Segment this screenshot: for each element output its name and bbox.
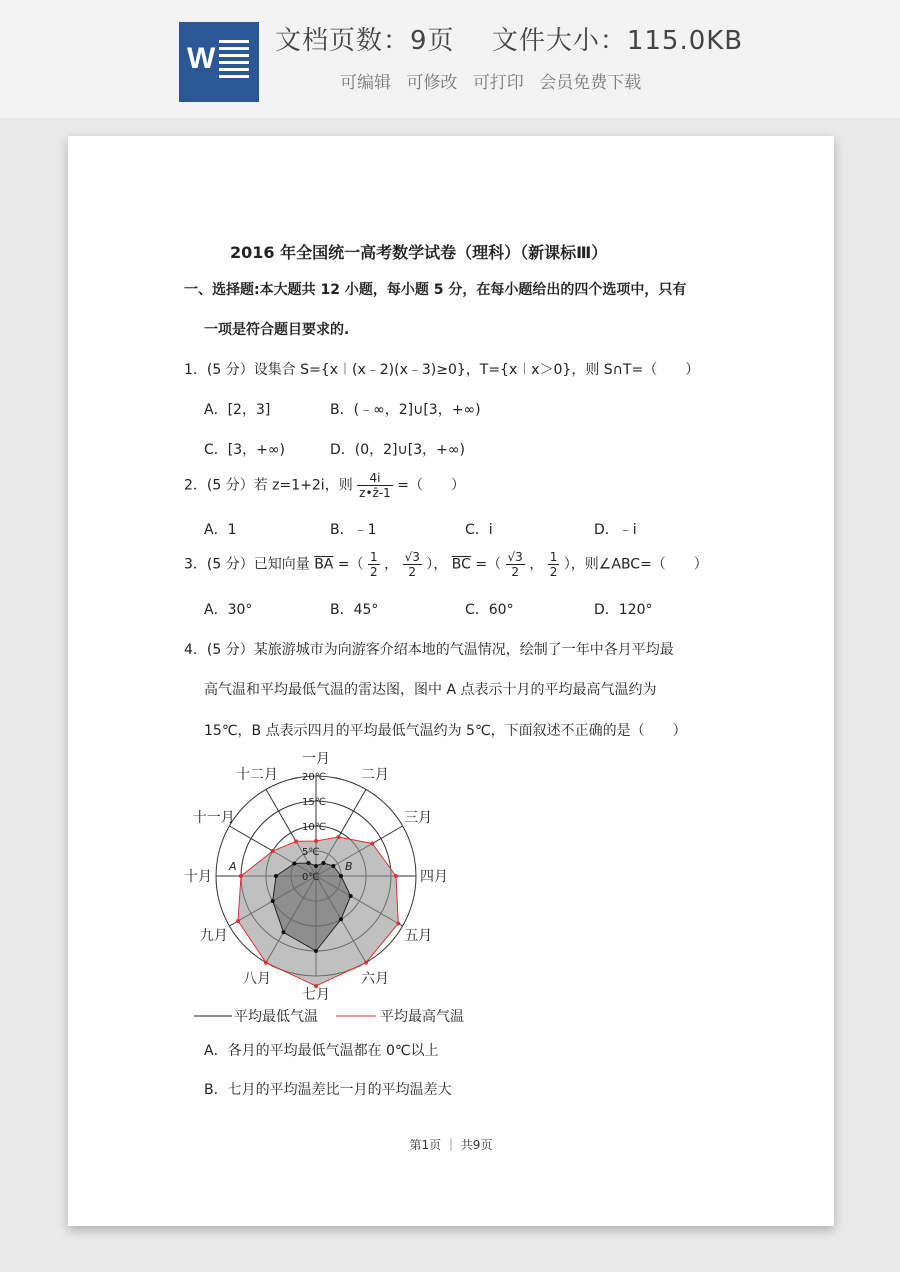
min-point-4 bbox=[349, 894, 353, 898]
q3-paren2: =（ bbox=[475, 556, 502, 573]
min-point-8 bbox=[271, 899, 275, 903]
section-heading-line2: 一项是符合题目要求的. bbox=[204, 322, 350, 338]
q2-option-b: B．﹣1 bbox=[330, 522, 377, 538]
q2-prefix: 2．(5 分）若 z=1+2i，则 bbox=[184, 477, 353, 494]
q1-option-b: B．(﹣∞，2]∪[3，+∞) bbox=[330, 402, 481, 418]
page-count: 文档页数：9页 bbox=[275, 26, 455, 56]
month-label-11: 十二月 bbox=[236, 766, 278, 783]
q3-prefix: 3．(5 分）已知向量 bbox=[184, 556, 310, 573]
frac1-den: 2 bbox=[370, 565, 378, 579]
month-label-10: 十一月 bbox=[192, 810, 235, 826]
frac2-num: √3 bbox=[404, 550, 420, 564]
month-label-8: 九月 bbox=[199, 928, 228, 944]
month-label-2: 三月 bbox=[404, 810, 433, 826]
q3-frac2 bbox=[403, 550, 422, 579]
legend-label-min: 平均最低气温 bbox=[234, 1009, 318, 1025]
max-point-8 bbox=[236, 919, 240, 923]
q4-line2: 高气温和平均最低气温的雷达图，图中 A 点表示十月的平均最高气温约为 bbox=[204, 682, 657, 698]
q2-frac-den: z•z̄-1 bbox=[359, 486, 391, 500]
max-point-11 bbox=[294, 839, 298, 843]
q2-fraction bbox=[357, 471, 393, 500]
feature-modifiable: 可修改 bbox=[406, 73, 458, 93]
ring-label-4: 20℃ bbox=[302, 772, 326, 783]
page-footer: 第1页 ｜ 共9页 bbox=[409, 1138, 493, 1152]
vector-bc: $\overline{BC}$ bbox=[451, 556, 471, 573]
q2-option-c: C．i bbox=[465, 522, 493, 538]
frac3-num: √3 bbox=[507, 550, 523, 564]
ring-label-2: 10℃ bbox=[302, 822, 326, 833]
ring-label-0: 0℃ bbox=[302, 872, 320, 883]
q1-stem: 1．(5 分）设集合 S={x︱(x﹣2)(x﹣3)≥0}，T={x︱x＞0}，则 S∩T=（ ） bbox=[184, 362, 700, 378]
q4-line1: 4．(5 分）某旅游城市为向游客介绍本地的气温情况，绘制了一年中各月平均最 bbox=[184, 642, 674, 658]
month-label-0: 一月 bbox=[302, 752, 330, 767]
frac4-num: 1 bbox=[549, 550, 558, 564]
q3-option-b: B．45° bbox=[330, 602, 379, 618]
max-point-2 bbox=[370, 842, 374, 846]
q3-close2: ），则∠ABC=（ ） bbox=[563, 556, 708, 573]
feature-printable: 可打印 bbox=[472, 73, 524, 93]
max-point-10 bbox=[271, 849, 275, 853]
download-banner bbox=[0, 0, 900, 118]
section-heading-line1: 一、选择题:本大题共 12 小题，每小题 5 分，在每小题给出的四个选项中，只有 bbox=[184, 282, 687, 298]
ring-label-1: 5℃ bbox=[302, 847, 320, 858]
logo-letter: W bbox=[187, 42, 216, 75]
month-label-4: 五月 bbox=[404, 928, 433, 944]
q3-option-d: D．120° bbox=[594, 602, 653, 618]
q4-option-a: A．各月的平均最低气温都在 0℃以上 bbox=[204, 1043, 439, 1059]
min-point-3 bbox=[339, 874, 343, 878]
max-point-4 bbox=[396, 922, 400, 926]
q3-frac4 bbox=[548, 550, 560, 579]
max-point-5 bbox=[364, 961, 368, 965]
month-label-5: 六月 bbox=[361, 971, 389, 988]
q3-paren: =（ bbox=[337, 556, 364, 573]
min-point-9 bbox=[274, 874, 278, 878]
doc-info bbox=[275, 20, 771, 57]
file-size: 文件大小：115.0KB bbox=[491, 26, 744, 56]
q3-option-c: C．60° bbox=[465, 602, 514, 618]
q2-stem bbox=[184, 471, 465, 500]
legend-label-max: 平均最高气温 bbox=[380, 1009, 464, 1025]
q3-sep1: ， bbox=[384, 556, 399, 573]
min-point-5 bbox=[339, 917, 343, 921]
month-label-7: 八月 bbox=[243, 971, 271, 988]
q1-option-d: D．(0，2]∪[3，+∞) bbox=[330, 442, 465, 458]
q2-suffix: =（ ） bbox=[397, 477, 465, 494]
max-point-1 bbox=[337, 835, 341, 839]
min-point-10 bbox=[292, 862, 296, 866]
max-point-9 bbox=[239, 874, 243, 878]
frac4-den: 2 bbox=[549, 565, 558, 579]
min-point-6 bbox=[314, 949, 318, 953]
q3-close1: ）， bbox=[426, 556, 448, 573]
month-label-3: 四月 bbox=[420, 869, 448, 885]
word-logo-icon bbox=[179, 22, 259, 102]
q2-option-d: D．﹣i bbox=[594, 522, 637, 538]
q2-frac-num: 4i bbox=[357, 471, 393, 486]
min-point-7 bbox=[282, 930, 286, 934]
chart-legend bbox=[192, 1004, 492, 1028]
month-label-6: 七月 bbox=[302, 987, 330, 1003]
min-point-0 bbox=[314, 864, 318, 868]
q1-option-a: A．[2，3] bbox=[204, 402, 271, 418]
month-label-9: 十月 bbox=[184, 869, 212, 885]
min-point-2 bbox=[331, 864, 335, 868]
min-point-1 bbox=[322, 861, 326, 865]
q3-option-a: A．30° bbox=[204, 602, 253, 618]
max-point-3 bbox=[394, 874, 398, 878]
feature-list bbox=[340, 68, 651, 93]
ring-label-3: 15℃ bbox=[302, 797, 326, 808]
q4-line3: 15℃，B 点表示四月的平均最低气温约为 5℃，下面叙述不正确的是（ ） bbox=[204, 723, 687, 739]
radar-chart bbox=[178, 752, 478, 1042]
point-label-b: B bbox=[345, 860, 353, 873]
point-label-a: A bbox=[229, 860, 237, 873]
max-point-7 bbox=[264, 961, 268, 965]
min-point-11 bbox=[307, 861, 311, 865]
q4-option-b: B．七月的平均温差比一月的平均温差大 bbox=[204, 1082, 452, 1098]
q3-frac1 bbox=[368, 550, 380, 579]
frac2-den: 2 bbox=[408, 565, 417, 579]
month-label-1: 二月 bbox=[361, 766, 389, 783]
q3-frac3 bbox=[506, 550, 525, 579]
exam-title: 2016 年全国统一高考数学试卷（理科）（新课标Ⅲ） bbox=[230, 243, 608, 262]
feature-member-free: 会员免费下载 bbox=[539, 73, 642, 93]
q3-sep2: ， bbox=[529, 556, 544, 573]
max-point-0 bbox=[314, 839, 318, 843]
q2-option-a: A．1 bbox=[204, 522, 237, 538]
q3-stem bbox=[184, 550, 708, 579]
feature-editable: 可编辑 bbox=[340, 73, 391, 93]
vector-ba: $\overline{BA}$ bbox=[314, 556, 334, 573]
frac3-den: 2 bbox=[511, 565, 519, 579]
frac1-num: 1 bbox=[370, 550, 378, 564]
q1-option-c: C．[3，+∞) bbox=[204, 442, 285, 458]
document-page bbox=[68, 136, 834, 1226]
